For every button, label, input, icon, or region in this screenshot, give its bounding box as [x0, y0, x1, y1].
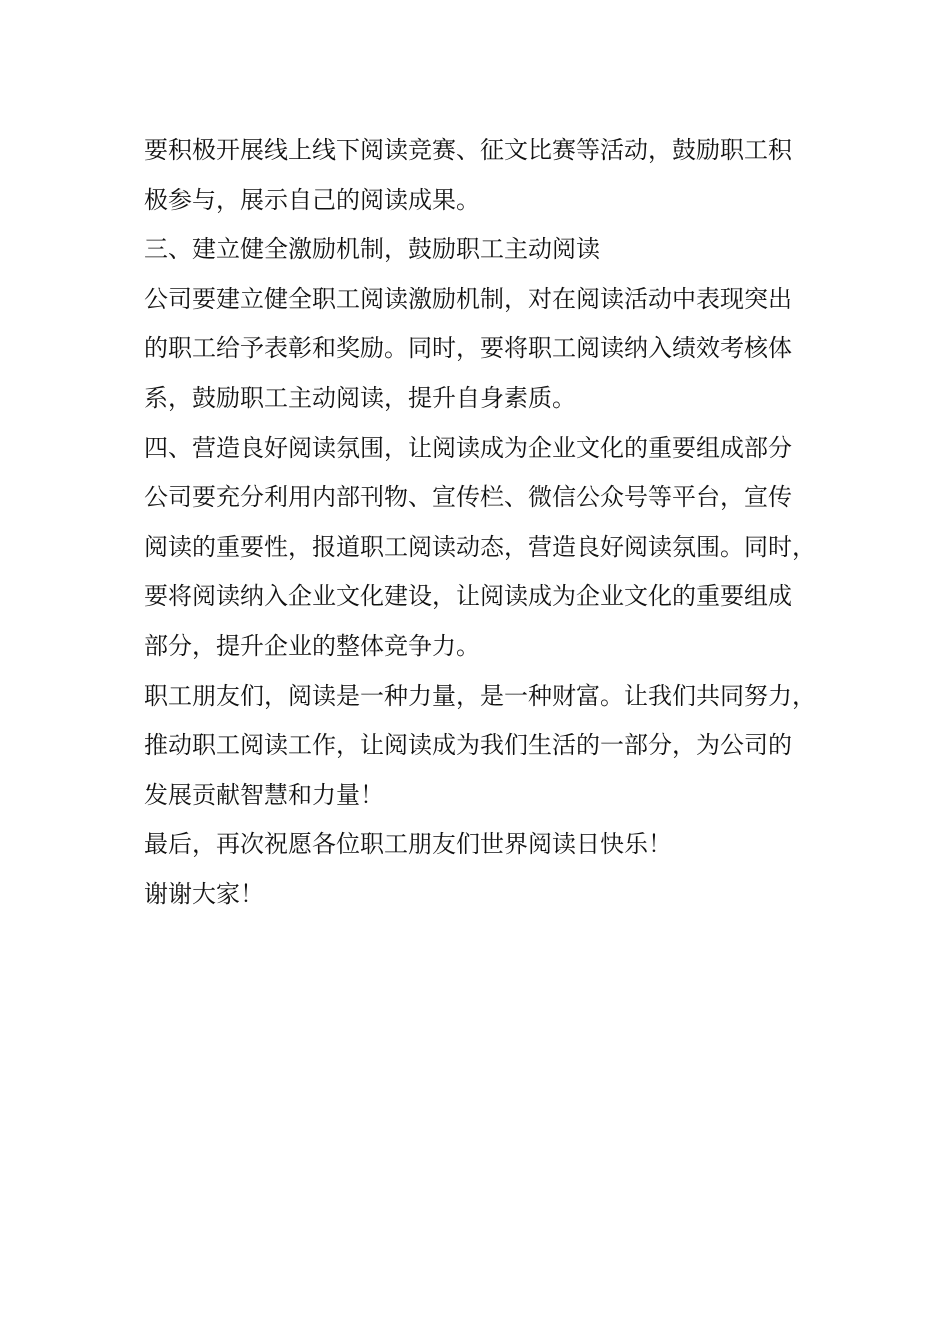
section-heading-3: 三、建立健全激励机制，鼓励职工主动阅读: [144, 235, 600, 264]
closing-line: 推动职工阅读工作，让阅读成为我们生活的一部分，为公司的: [144, 731, 792, 760]
section-heading-4: 四、营造良好阅读氛围，让阅读成为企业文化的重要组成部分: [144, 433, 792, 462]
body-line-continuation: 极参与，展示自己的阅读成果。: [144, 185, 480, 214]
body-line: 部分，提升企业的整体竞争力。: [144, 631, 480, 660]
body-line: 公司要建立健全职工阅读激励机制，对在阅读活动中表现突出: [144, 284, 792, 313]
document-body: [144, 126, 824, 920]
body-line: 要将阅读纳入企业文化建设，让阅读成为企业文化的重要组成: [144, 582, 792, 611]
closing-line: 职工朋友们，阅读是一种力量，是一种财富。让我们共同努力，: [144, 681, 816, 710]
body-line: 的职工给予表彰和奖励。同时，要将职工阅读纳入绩效考核体: [144, 334, 792, 363]
closing-thanks: 谢谢大家！: [144, 879, 264, 908]
body-line: 公司要充分利用内部刊物、宣传栏、微信公众号等平台，宣传: [144, 483, 792, 512]
closing-line: 发展贡献智慧和力量！: [144, 780, 384, 809]
body-line: 系，鼓励职工主动阅读，提升自身素质。: [144, 383, 576, 412]
body-line: 阅读的重要性，报道职工阅读动态，营造良好阅读氛围。同时，: [144, 532, 816, 561]
closing-wish: 最后，再次祝愿各位职工朋友们世界阅读日快乐！: [144, 830, 672, 859]
body-line-continuation: 要积极开展线上线下阅读竞赛、征文比赛等活动，鼓励职工积: [144, 136, 792, 164]
